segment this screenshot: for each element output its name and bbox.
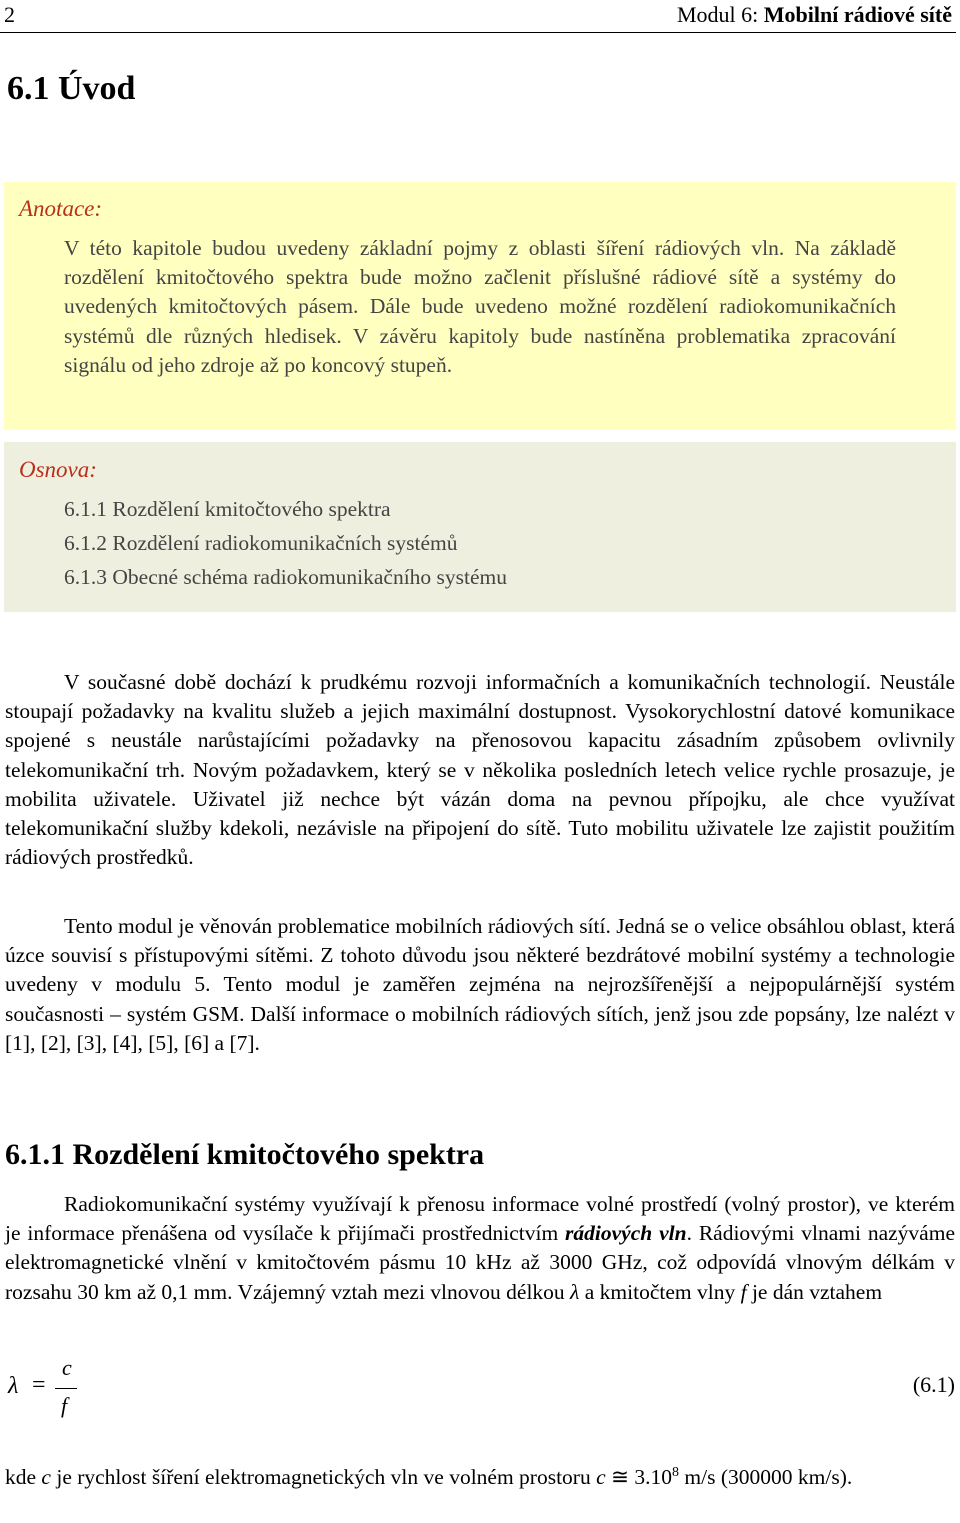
annotation-text: V této kapitole budou uvedeny základní pojmy z oblasti šíření rádiových vln. Na základě rozdělení kmitočtového spektra bude možno začlenit příslušné rádiové sítě a systémy do uvedených kmitočtových pásem. Dále bude uvedeno možné rozdělení radiokomunikačních systémů dle různých hledisek. V závěru kapitoly bude nastíněna problematika zpracování signálu od jeho zdroje až po koncový stupeň. [64, 236, 896, 377]
equation-denominator: f [61, 1393, 68, 1418]
expl-text-b: je rychlost šíření elektromagnetických vln ve volném prostoru [50, 1465, 597, 1489]
expl-text-d: m/s (300000 km/s). [679, 1465, 853, 1489]
expl-exponent: 8 [672, 1464, 680, 1480]
intro-paragraph-2: Tento modul je věnován problematice mobilních rádiových sítí. Jedná se o velice obsáhlou oblast, která úzce souvisí s přístupovými sítěmi. Z tohoto důvodu jsou některé bezdrátové mobilní systémy a technologie uvedeny v modulu 5. Tento modul je zaměřen zejména na nejrozšířenější a nejpopulárnější systém současnosti – systém GSM. Další informace o mobilních rádiových sítích, jenž jsou zde popsány, lze nalézt v [1], [2], [3], [4], [5], [6] a [7]. [5, 914, 955, 1055]
page-header [0, 0, 956, 33]
outline-box [4, 442, 956, 612]
symbol-c: c [41, 1465, 51, 1489]
annotation-box [4, 182, 956, 430]
outline-item: 6.1.3 Obecné schéma radiokomunikačního systému [64, 565, 508, 589]
section-title: 6.1.1 Rozdělení kmitočtového spektra [5, 1138, 485, 1171]
equation-equals: = [32, 1372, 46, 1398]
page-number: 2 [4, 2, 15, 27]
module-title: Mobilní rádiové sítě [763, 2, 952, 27]
expl-approx: ≅ 3.10 [605, 1465, 673, 1489]
section-text-b: . Rádiovými vlnami nazýváme elektromagnetické vlnění v kmitočtovém pásmu 10 kHz až 3000 GHz, což odpovídá vlnovým délkám v rozsahu 30 km až 0,1 mm. Vzájemný vztah mezi vlnovou délkou [5, 1221, 955, 1304]
section-text-a: Radiokomunikační systémy využívají k přenosu informace volné prostředí (volný prostor), ve kterém je informace přenášena od vysílače k přijímači prostřednictvím [5, 1192, 955, 1246]
section-text-d: je dán vztahem [746, 1279, 883, 1304]
header-title [677, 2, 952, 28]
symbol-c-2: c [596, 1465, 606, 1489]
fraction-bar [55, 1388, 77, 1389]
outline-item: 6.1.1 Rozdělení kmitočtového spektra [64, 497, 391, 521]
chapter-title: 6.1 Úvod [7, 70, 136, 107]
section-paragraph [5, 1190, 955, 1307]
equation-lhs: λ [8, 1373, 19, 1399]
equation-6-1 [5, 1355, 955, 1435]
outline-list [64, 492, 507, 594]
equation-number: (6.1) [912, 1372, 955, 1397]
outline-item: 6.1.2 Rozdělení radiokomunikačních systémů [64, 531, 458, 555]
section-text-c: a kmitočtem vlny [579, 1279, 741, 1304]
equation-numerator: c [62, 1355, 72, 1380]
emphasis-radio-waves: rádiových vln [565, 1221, 687, 1246]
intro-paragraph-1: V současné době dochází k prudkému rozvoji informačních a komunikačních technologií. Neustále stoupají požadavky na kvalitu služeb a jejich maximální dostupnost. Vysokorychlostní datové komunikace spojené s neustále narůstajícími požadavky na přenosovou kapacitu zásadním způsobem ovlivnily telekomunikační trh. Novým požadavkem, který se v několika posledních letech velice rychle prosazuje, je mobilita uživatele. Uživatel již nechce být vázán doma na pevnou přípojku, ale chce využívat telekomunikační služby kdekoli, nezávisle na připojení do sítě. Tuto mobilitu uživatele lze zajistit použitím rádiových prostředků. [5, 670, 955, 870]
outline-title: Osnova: [19, 457, 97, 482]
equation-explanation [5, 1463, 955, 1492]
symbol-lambda: λ [570, 1279, 580, 1304]
expl-text-a: kde [5, 1465, 42, 1489]
module-prefix: Modul 6: [676, 2, 764, 27]
symbol-f: f [740, 1279, 747, 1304]
annotation-title: Anotace: [19, 196, 103, 221]
